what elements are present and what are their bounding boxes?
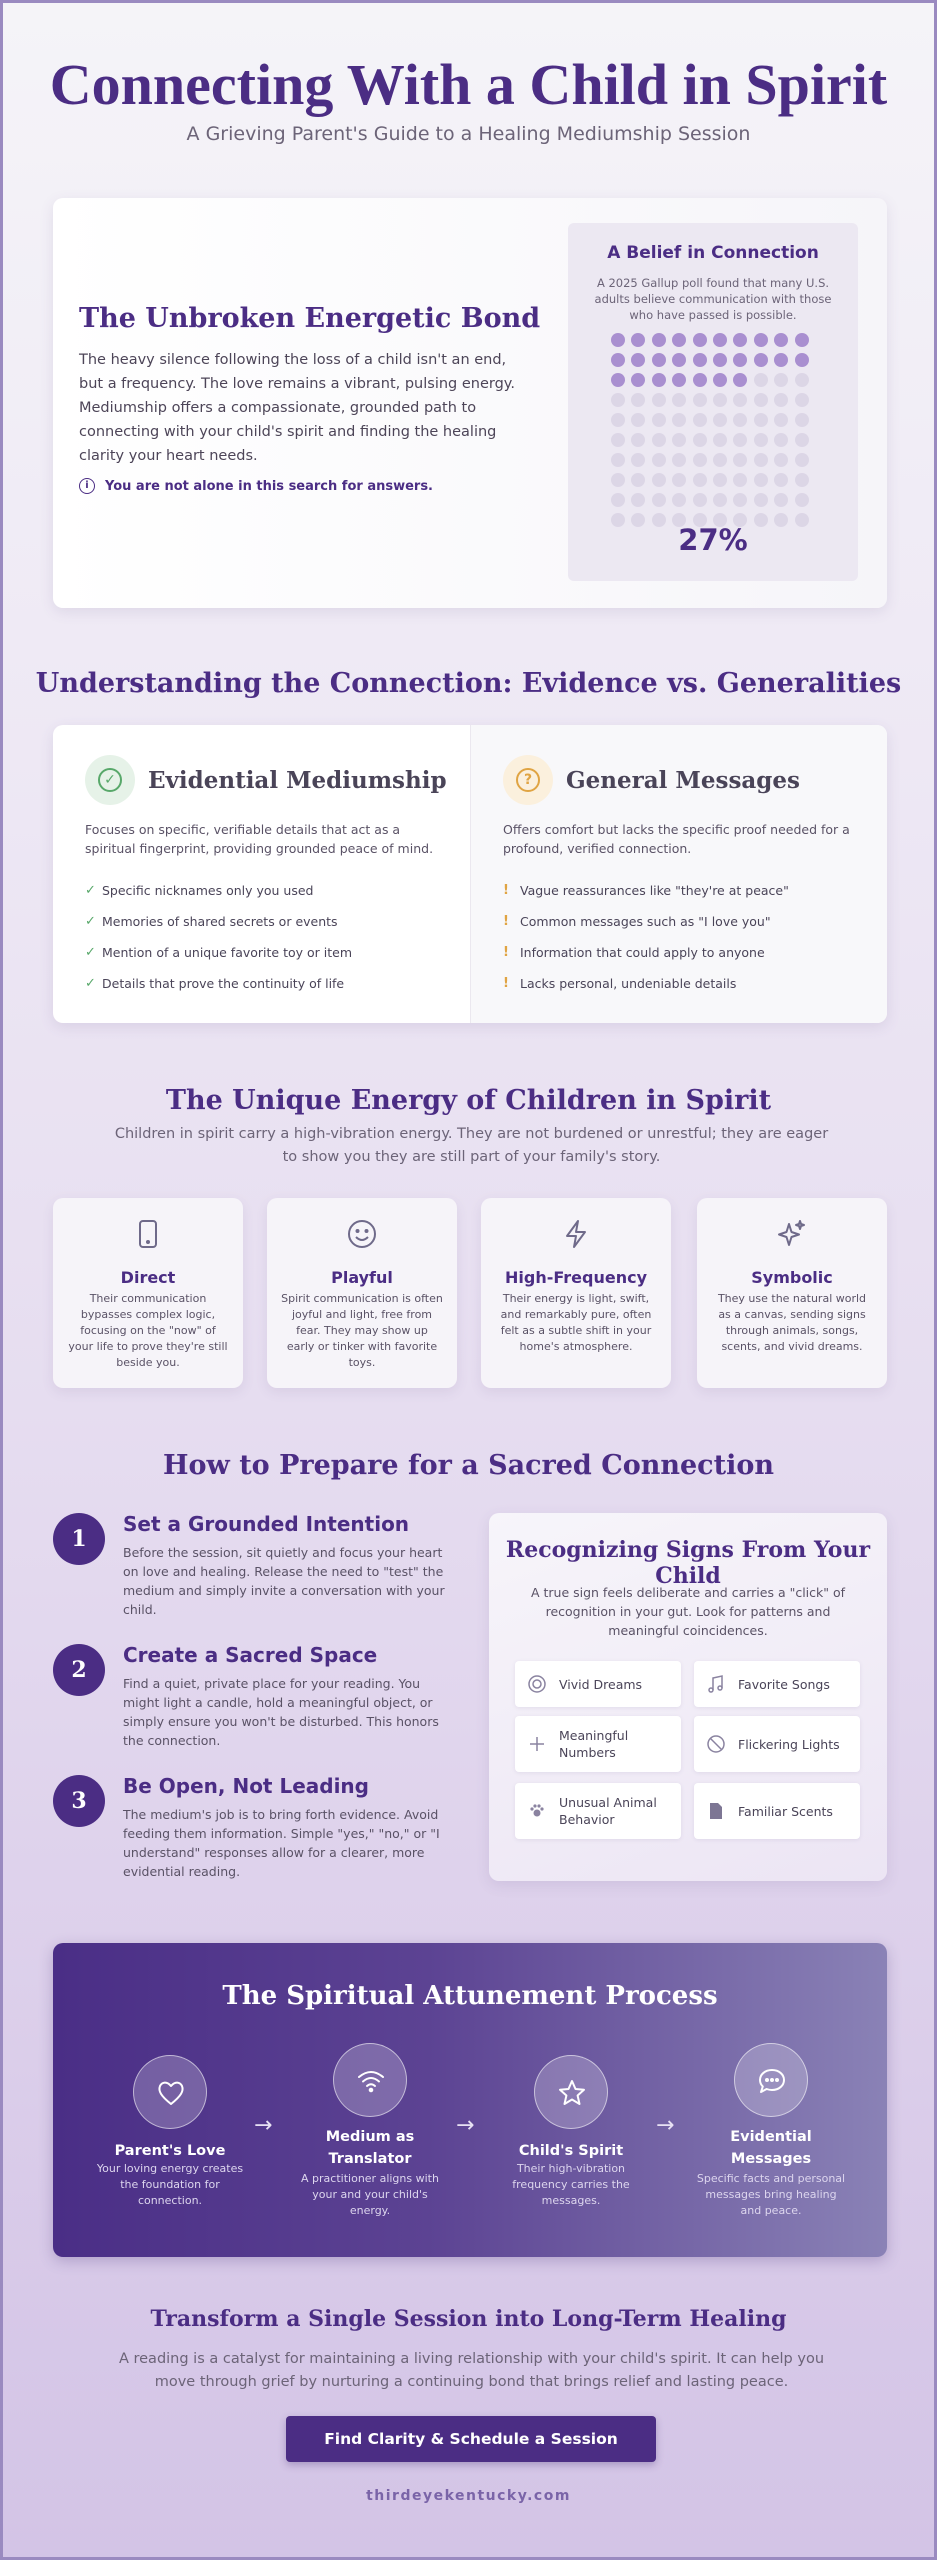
prepare-heading: How to Prepare for a Sacred Connection	[163, 1450, 774, 1481]
dot-empty	[733, 433, 747, 447]
arrow-right-icon: →	[254, 2113, 273, 2138]
hero-title: The Unbroken Energetic Bond	[79, 303, 541, 334]
website-link[interactable]: thirdeyekentucky.com	[366, 2488, 571, 2504]
warning-mark-icon: !	[503, 914, 509, 929]
dot-empty	[754, 453, 768, 467]
lightning-icon	[560, 1218, 592, 1250]
trait-card-playful	[267, 1198, 457, 1388]
dot-empty	[733, 453, 747, 467]
trait-title: Direct	[120, 1268, 176, 1287]
check-circle-icon: ✓	[85, 755, 135, 805]
list-item: ! Lacks personal, undeniable details	[503, 976, 737, 991]
plus-icon	[527, 1734, 547, 1754]
dot-empty	[672, 433, 686, 447]
schedule-session-button[interactable]: Find Clarity & Schedule a Session	[286, 2416, 656, 2462]
step-text: The medium's job is to bring forth evidence. Avoid feeding them information. Simple "yes," "no," or "I understand" responses allow for a clearer, more evidential reading.	[123, 1807, 440, 1879]
step-title: Create a Sacred Space	[123, 1643, 378, 1667]
warning-mark-icon: !	[503, 945, 509, 960]
list-item: ✓ Memories of shared secrets or events	[85, 914, 338, 929]
dot-empty	[795, 433, 809, 447]
belief-percent: 27%	[678, 523, 748, 557]
dot-filled	[733, 353, 747, 367]
dot-filled	[774, 353, 788, 367]
dot-filled	[795, 333, 809, 347]
dot-filled	[693, 353, 707, 367]
dot-filled	[672, 373, 686, 387]
sign-tile-meaningful-numbers: Meaningful Numbers	[515, 1716, 681, 1772]
signs-card	[489, 1513, 887, 1881]
arrow-right-icon: →	[456, 2113, 475, 2138]
dot-empty	[672, 493, 686, 507]
dot-empty	[631, 493, 645, 507]
evidential-column	[53, 725, 470, 1023]
list-item: ! Common messages such as "I love you"	[503, 914, 771, 929]
target-icon	[527, 1674, 547, 1694]
dot-filled	[652, 353, 666, 367]
dot-empty	[611, 433, 625, 447]
evidential-list	[85, 875, 455, 999]
sign-tile-favorite-songs: Favorite Songs	[694, 1661, 860, 1707]
dot-filled	[754, 353, 768, 367]
dot-empty	[713, 473, 727, 487]
smile-icon	[346, 1218, 378, 1250]
check-mark-icon: ✓	[85, 945, 96, 960]
star-icon	[534, 2055, 608, 2129]
dot-empty	[795, 373, 809, 387]
step-title: Be Open, Not Leading	[123, 1774, 369, 1798]
trait-text: Spirit communication is often joyful and light, free from fear. They may show up early or tinker with favorite toys.	[281, 1292, 443, 1369]
list-item: ! Information that could apply to anyone	[503, 945, 765, 960]
tablet-icon	[132, 1218, 164, 1250]
sign-tile-unusual-animal-behavior: Unusual Animal Behavior	[515, 1783, 681, 1839]
dot-empty	[672, 453, 686, 467]
dot-empty	[672, 393, 686, 407]
traits-heading: The Unique Energy of Children in Spirit	[165, 1085, 772, 1116]
dot-empty	[631, 433, 645, 447]
dot-empty	[754, 413, 768, 427]
trait-card-high-frequency	[481, 1198, 671, 1388]
general-list	[503, 875, 873, 999]
dot-empty	[754, 493, 768, 507]
dot-empty	[754, 433, 768, 447]
dot-empty	[774, 493, 788, 507]
dot-empty	[693, 393, 707, 407]
evidential-title: Evidential Mediumship	[148, 767, 447, 794]
dot-empty	[713, 413, 727, 427]
dot-empty	[774, 373, 788, 387]
dot-empty	[672, 473, 686, 487]
step-number: 2	[53, 1644, 105, 1696]
step-text: Find a quiet, private place for your reading. You might light a candle, hold a meaningful object, or simply ensure you won't be disturbed. This honors the connection.	[123, 1676, 439, 1748]
belief-stat-panel	[568, 223, 858, 581]
process-step-text: Specific facts and personal messages bring healing and peace.	[696, 2172, 846, 2217]
trait-text: Their communication bypasses complex logic, focusing on the "now" of your life to prove they're still beside you.	[68, 1292, 228, 1369]
dot-filled	[713, 333, 727, 347]
dot-empty	[693, 453, 707, 467]
dot-empty	[733, 473, 747, 487]
dot-empty	[754, 393, 768, 407]
dot-filled	[631, 333, 645, 347]
dot-empty	[693, 493, 707, 507]
signs-title: Recognizing Signs From Your Child	[505, 1537, 871, 1589]
dot-filled	[611, 373, 625, 387]
dot-empty	[774, 453, 788, 467]
info-icon: i	[79, 478, 95, 494]
dot-empty	[652, 493, 666, 507]
closing-text: A reading is a catalyst for maintaining a living relationship with your child's spirit. It can help you move through grief by nurturing a continuing bond that brings relief and lasting peace.	[118, 2351, 825, 2390]
step-text: Before the session, sit quietly and focus your heart on love and healing. Release the need to "test" the medium and simply invite a conversation with your child.	[123, 1545, 445, 1617]
dot-empty	[693, 433, 707, 447]
dot-filled	[672, 333, 686, 347]
list-item: ✓ Details that prove the continuity of life	[85, 976, 345, 991]
hero-note-text: You are not alone in this search for answers.	[105, 478, 433, 494]
dot-filled	[611, 333, 625, 347]
dot-empty	[795, 393, 809, 407]
page-subtitle: A Grieving Parent's Guide to a Healing Mediumship Session	[186, 123, 751, 145]
dot-empty	[795, 493, 809, 507]
process-title: The Spiritual Attunement Process	[222, 1981, 718, 2011]
document-icon	[706, 1801, 726, 1821]
hero-note	[79, 478, 433, 494]
comparison-card	[53, 725, 887, 1023]
step-number: 3	[53, 1775, 105, 1827]
dot-empty	[754, 373, 768, 387]
trait-title: Symbolic	[751, 1268, 833, 1287]
dot-empty	[774, 433, 788, 447]
dot-empty	[713, 493, 727, 507]
dot-empty	[611, 393, 625, 407]
process-step-title: Medium as Translator	[325, 2129, 415, 2167]
dot-empty	[672, 413, 686, 427]
dot-empty	[652, 433, 666, 447]
dot-filled	[652, 333, 666, 347]
warning-mark-icon: !	[503, 976, 509, 991]
dot-empty	[713, 433, 727, 447]
list-item: ! Vague reassurances like "they're at peace"	[503, 883, 789, 898]
no-sign-icon	[706, 1734, 726, 1754]
process-step-title: Evidential Messages	[730, 2129, 812, 2167]
check-mark-icon: ✓	[85, 883, 96, 898]
heart-icon	[133, 2055, 207, 2129]
dot-empty	[733, 393, 747, 407]
dot-empty	[611, 413, 625, 427]
sign-tile-flickering-lights: Flickering Lights	[694, 1716, 860, 1772]
dot-filled	[693, 373, 707, 387]
music-note-icon	[706, 1674, 726, 1694]
list-item: ✓ Mention of a unique favorite toy or item	[85, 945, 353, 960]
paw-icon	[527, 1801, 547, 1821]
trait-title: High-Frequency	[504, 1268, 647, 1287]
dot-empty	[631, 393, 645, 407]
trait-card-symbolic	[697, 1198, 887, 1388]
step-title: Set a Grounded Intention	[123, 1512, 410, 1536]
warning-mark-icon: !	[503, 883, 509, 898]
hero-text: The heavy silence following the loss of a child isn't an end, but a frequency. The love remains a vibrant, pulsing energy. Mediumship offers a compassionate, grounded path to connecting with your child's spirit and finding the healing clarity your heart needs.	[79, 352, 515, 464]
dot-filled	[795, 353, 809, 367]
dot-empty	[631, 473, 645, 487]
general-desc: Offers comfort but lacks the specific proof needed for a profound, verified connection.	[503, 822, 850, 856]
dot-empty	[795, 473, 809, 487]
dot-filled	[611, 353, 625, 367]
dot-empty	[631, 413, 645, 427]
dot-empty	[693, 413, 707, 427]
dot-empty	[795, 453, 809, 467]
trait-text: They use the natural world as a canvas, sending signs through animals, songs, scents, and vivid dreams.	[717, 1292, 867, 1353]
dot-empty	[611, 493, 625, 507]
dot-filled	[733, 333, 747, 347]
arrow-right-icon: →	[656, 2113, 675, 2138]
signs-text: A true sign feels deliberate and carries a "click" of recognition in your gut. Look for patterns and meaningful coincidences.	[530, 1585, 846, 1638]
dot-empty	[652, 413, 666, 427]
dot-filled	[693, 333, 707, 347]
sign-tile-familiar-scents: Familiar Scents	[694, 1783, 860, 1839]
dot-filled	[631, 353, 645, 367]
step-number: 1	[53, 1513, 105, 1565]
general-column	[470, 725, 887, 1023]
dot-filled	[631, 373, 645, 387]
general-title: General Messages	[566, 767, 800, 794]
dot-filled	[713, 373, 727, 387]
sign-tile-vivid-dreams: Vivid Dreams	[515, 1661, 681, 1707]
dot-filled	[652, 373, 666, 387]
dot-empty	[631, 453, 645, 467]
evidential-desc: Focuses on specific, verifiable details that act as a spiritual fingerprint, providing grounded peace of mind.	[85, 822, 434, 856]
dot-filled	[733, 373, 747, 387]
dot-filled	[713, 353, 727, 367]
process-step-text: Their high-vibration frequency carries the messages.	[512, 2162, 630, 2207]
dot-empty	[713, 453, 727, 467]
dot-filled	[754, 333, 768, 347]
process-step-text: A practitioner aligns with your and your child's energy.	[301, 2172, 439, 2217]
check-mark-icon: ✓	[85, 976, 96, 991]
dot-empty	[733, 413, 747, 427]
list-item: ✓ Specific nicknames only you used	[85, 883, 314, 898]
dot-empty	[652, 453, 666, 467]
closing-title: Transform a Single Session into Long-Term Healing	[150, 2306, 787, 2332]
dot-empty	[652, 393, 666, 407]
dot-empty	[774, 393, 788, 407]
dot-empty	[713, 393, 727, 407]
process-step-text: Your loving energy creates the foundation for connection.	[96, 2162, 244, 2207]
process-step-title: Parent's Love	[114, 2143, 226, 2159]
dot-empty	[611, 473, 625, 487]
wifi-icon	[333, 2043, 407, 2117]
belief-text: A 2025 Gallup poll found that many U.S. adults believe communication with those who have passed is possible.	[594, 276, 832, 322]
comparison-heading: Understanding the Connection: Evidence vs. Generalities	[35, 668, 902, 699]
dot-empty	[774, 413, 788, 427]
dot-empty	[774, 473, 788, 487]
process-step-title: Child's Spirit	[518, 2143, 624, 2159]
dot-filled	[672, 353, 686, 367]
trait-text: Their energy is light, swift, and remarkably pure, often felt as a subtle shift in your home's atmosphere.	[500, 1292, 652, 1353]
sparkles-icon	[776, 1218, 808, 1250]
belief-title: A Belief in Connection	[607, 243, 819, 263]
check-mark-icon: ✓	[85, 914, 96, 929]
hero-card	[53, 198, 887, 608]
dot-empty	[795, 413, 809, 427]
dot-empty	[733, 493, 747, 507]
chat-bubble-icon	[734, 2043, 808, 2117]
dot-empty	[652, 473, 666, 487]
traits-intro: Children in spirit carry a high-vibration energy. They are not burdened or unrestful; they are eager to show you they are still part of your family's story.	[114, 1126, 829, 1165]
belief-dot-grid	[611, 333, 815, 527]
dot-filled	[774, 333, 788, 347]
dot-empty	[754, 473, 768, 487]
dot-empty	[693, 473, 707, 487]
question-circle-icon: ?	[503, 755, 553, 805]
trait-card-direct	[53, 1198, 243, 1388]
page-title: Connecting With a Child in Spirit	[49, 52, 888, 117]
attunement-process-panel	[53, 1943, 887, 2257]
trait-title: Playful	[331, 1268, 393, 1287]
dot-empty	[611, 453, 625, 467]
